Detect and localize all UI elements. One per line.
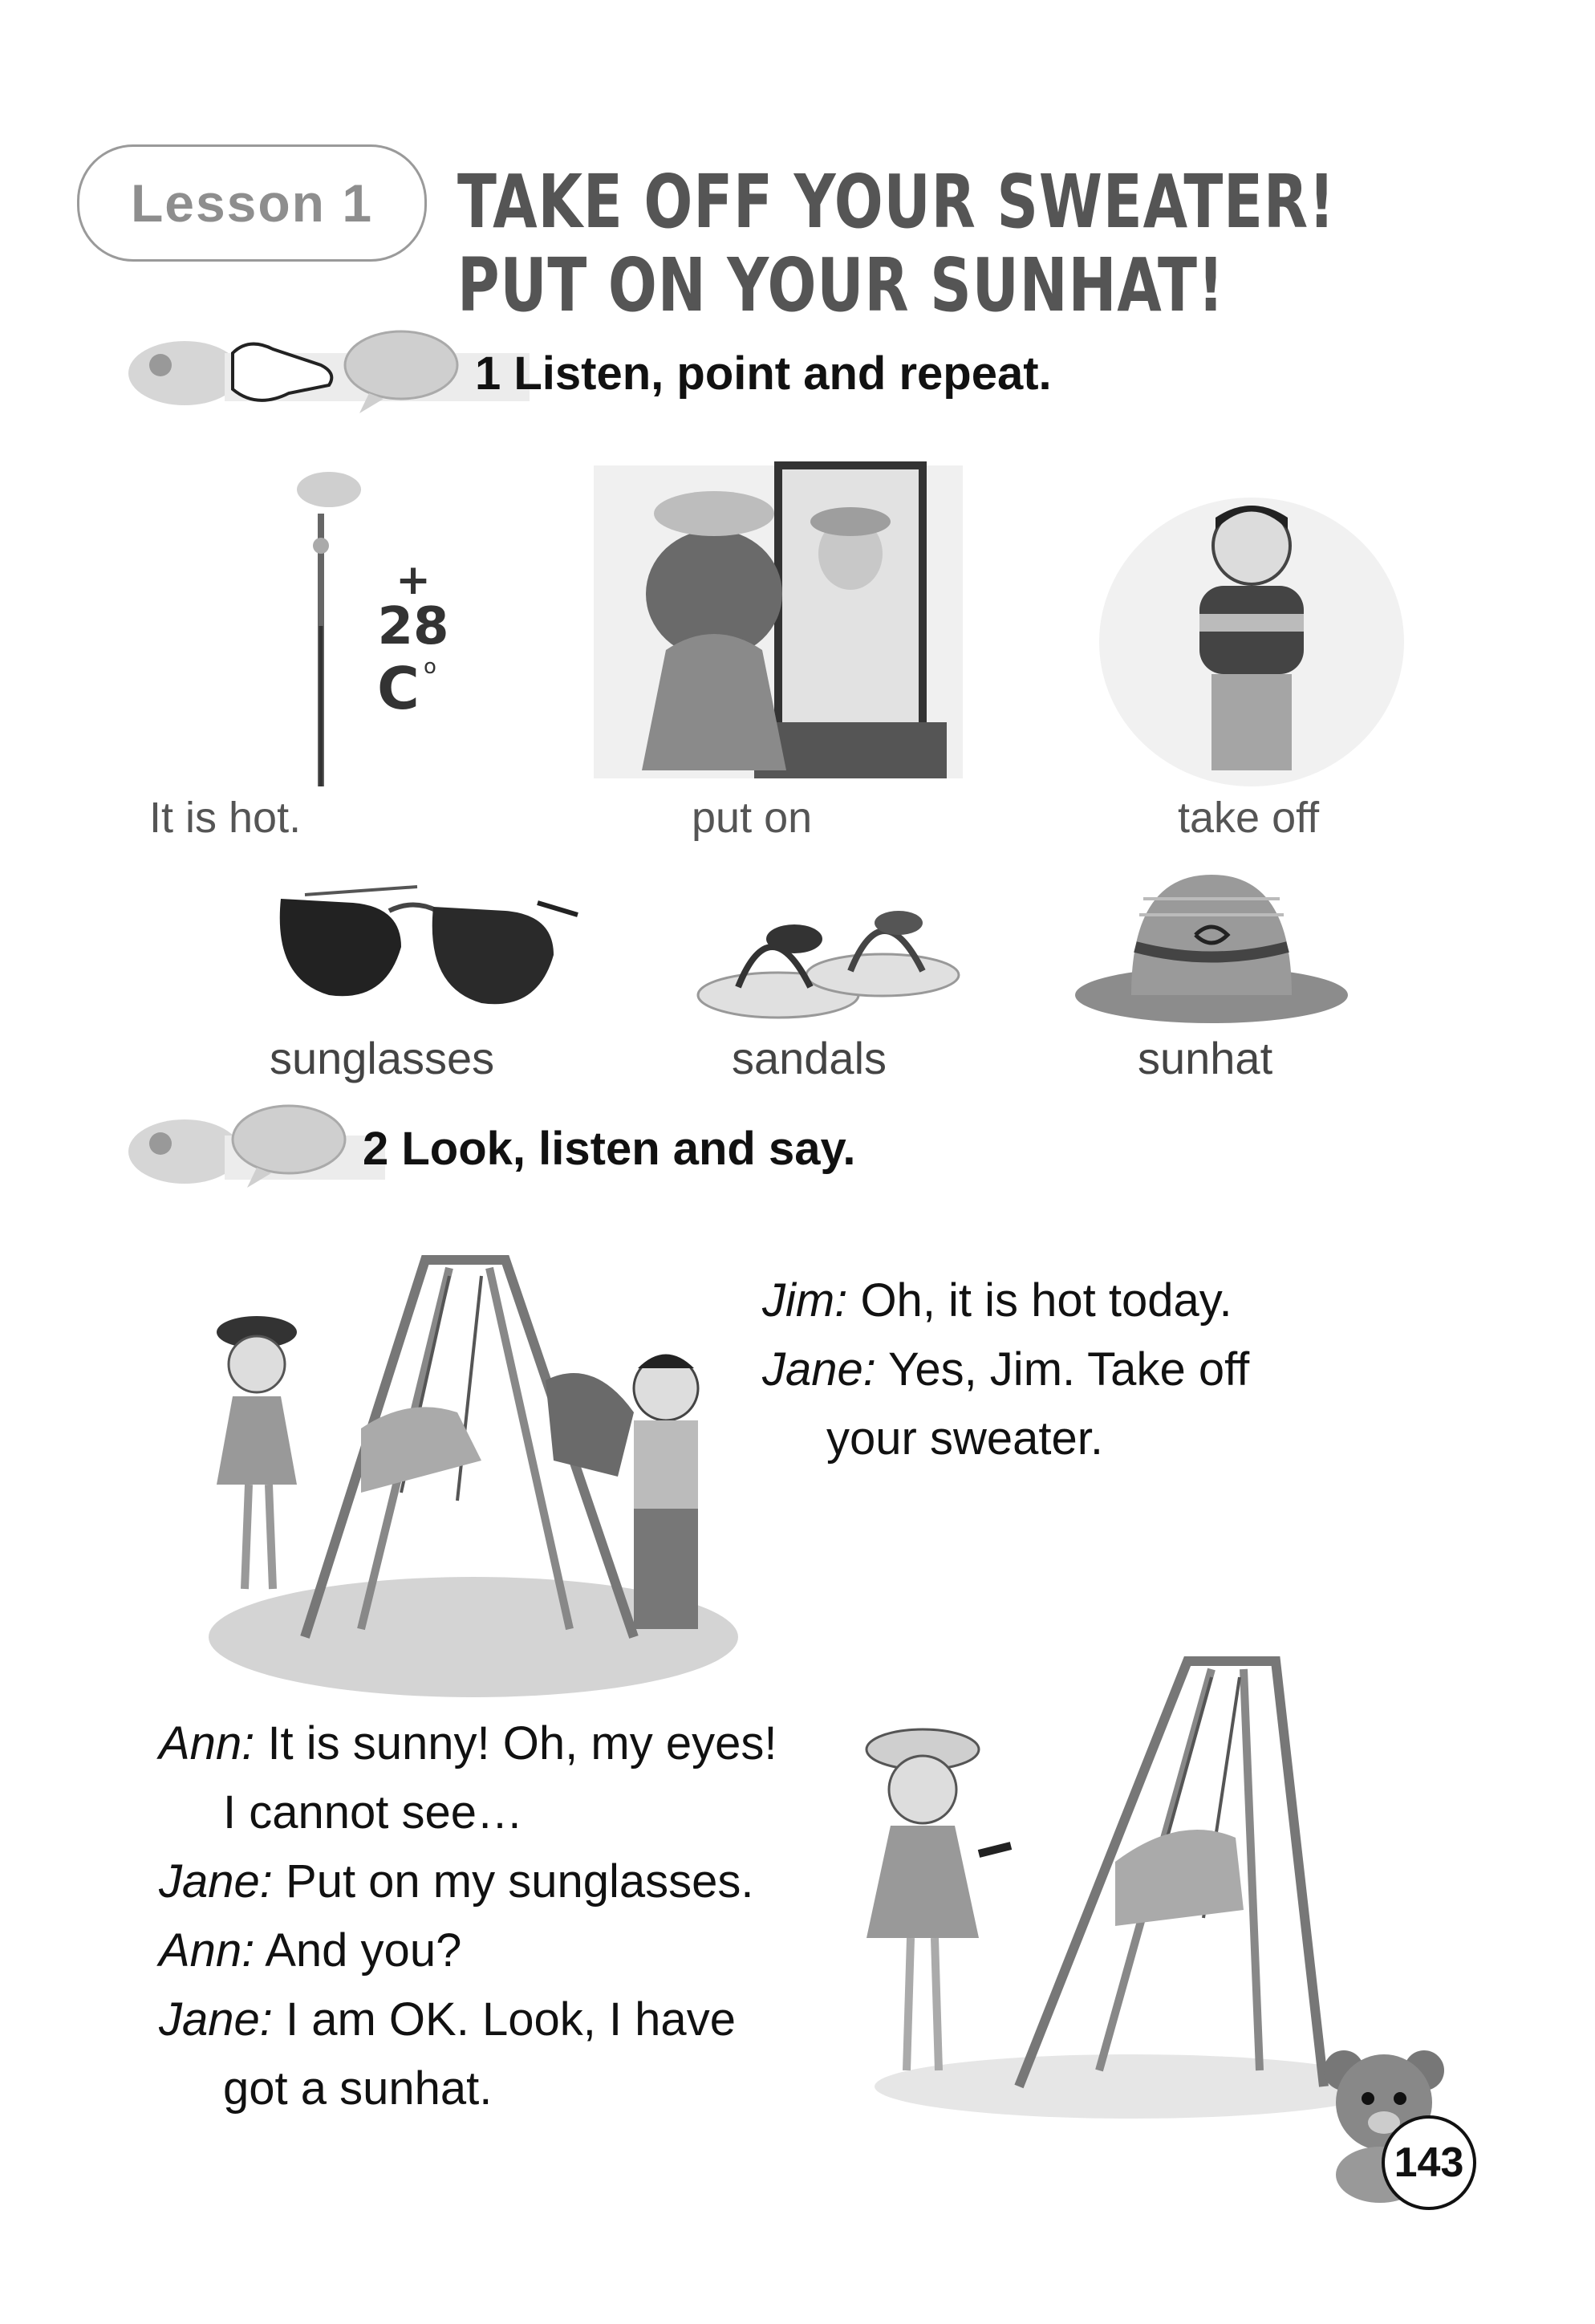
speaker-jane: Jane:	[762, 1343, 876, 1396]
lesson-badge: Lesson 1	[77, 144, 427, 262]
caption-put-on: put on	[692, 794, 813, 842]
temperature-unit: C	[377, 655, 420, 722]
sunhat-icon	[1075, 867, 1348, 1027]
degree-symbol: o	[424, 655, 436, 679]
dialog1-line-3: your sweater.	[826, 1412, 1103, 1465]
listen-icon-group	[128, 321, 513, 425]
dialog-2	[159, 1709, 777, 2123]
dialog2-line-3	[159, 1847, 777, 1916]
page-number: 143	[1382, 2115, 1476, 2210]
sandals-icon	[690, 883, 963, 1027]
speaker-jim: Jim:	[762, 1274, 848, 1327]
swing-scene-illustration-1	[201, 1252, 746, 1701]
temperature-value: 28	[377, 597, 449, 656]
speaker-ann: Ann:	[159, 1717, 255, 1769]
caption-sunglasses: sunglasses	[270, 1033, 495, 1083]
lesson-title-line1: TAKE OFF YOUR SWEATER!	[457, 159, 1336, 245]
speaker-ann: Ann:	[159, 1924, 255, 1977]
dialog2-line-5	[159, 1985, 777, 2054]
caption-it-is-hot: It is hot.	[149, 794, 302, 842]
dialog1-text-2: Yes, Jim. Take off	[875, 1343, 1250, 1396]
plus-sign: +	[396, 556, 431, 604]
speaker-jane: Jane:	[159, 1855, 273, 1908]
look-say-icon-group	[128, 1099, 385, 1204]
dialog1-line-1	[762, 1266, 1249, 1335]
dialog2-line-4	[159, 1916, 777, 1985]
dialog2-text-4: And you?	[254, 1924, 462, 1977]
speech-bubble-icon-2	[233, 1106, 345, 1173]
boy-take-off-illustration	[1059, 481, 1396, 786]
dialog1-text-1: Oh, it is hot today.	[847, 1274, 1232, 1327]
caption-sunhat: sunhat	[1138, 1033, 1273, 1083]
caption-take-off: take off	[1178, 794, 1320, 842]
dialog2-line-2: I cannot see…	[223, 1786, 523, 1838]
dialog2-text-3: Put on my sunglasses.	[272, 1855, 754, 1908]
section2-heading: 2 Look, listen and say.	[363, 1123, 856, 1175]
section1-heading: 1 Listen, point and repeat.	[475, 347, 1052, 400]
girl-mirror-illustration	[594, 449, 963, 794]
dialog1-line-2	[762, 1335, 1249, 1404]
thermometer-label	[377, 556, 449, 727]
lesson-title	[457, 160, 1335, 327]
dialog2-text-1: It is sunny! Oh, my eyes!	[254, 1717, 777, 1769]
caption-sandals: sandals	[732, 1033, 887, 1083]
speaker-cloud-icon	[128, 341, 241, 405]
speaker-cloud-icon-2	[128, 1119, 241, 1184]
dialog2-line-1	[159, 1709, 777, 1778]
dialog2-text-5: I am OK. Look, I have	[272, 1993, 736, 2046]
dialog2-line-6: got a sunhat.	[223, 2062, 493, 2115]
speaker-jane: Jane:	[159, 1993, 273, 2046]
speech-bubble-icon	[345, 331, 457, 399]
lesson-title-line2: PUT ON YOUR SUNHAT!	[457, 242, 1225, 328]
dialog-1	[762, 1266, 1249, 1473]
sunglasses-icon	[273, 883, 578, 1019]
